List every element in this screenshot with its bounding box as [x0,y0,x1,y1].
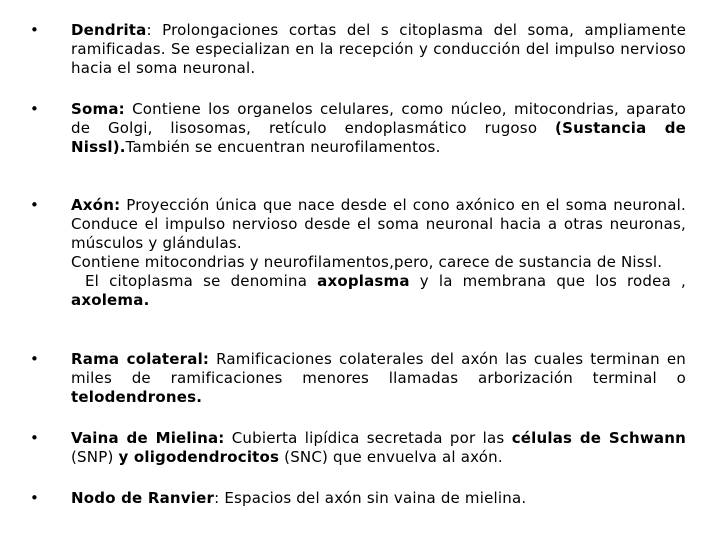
text-axon-3a: El citoplasma se denomina [85,272,318,290]
text-soma-1: Contiene los organelos celulares, como núcleo, mitocondrias, aparato de Golgi, lisosomas, retículo endoplasmático rugoso [71,100,686,137]
text-vaina-1: Cubierta lipídica secretada por las [224,429,512,447]
paragraph-soma [71,100,686,157]
text-vaina-3: (SNC) que envuelva al axón. [279,448,503,466]
term-nodo-ranvier: Nodo de Ranvier [71,489,215,507]
term-rama-colateral: Rama colateral: [71,350,210,368]
bullet-item-rama-colateral [30,350,686,407]
text-nodo-ranvier: : Espacios del axón sin vaina de mielina. [214,489,527,507]
paragraph-vaina-mielina [71,429,686,467]
text-axon-1: Proyección única que nace desde el cono axónico en el soma neuronal. Conduce el impulso nervioso desde el soma neuronal hacia a otras neuronas, músculos y glándulas. [71,196,686,252]
term-axon: Axón: [71,196,121,214]
bullet-item-dendrita [30,21,686,78]
paragraph-axon [71,196,686,310]
bullet-item-soma [30,100,686,157]
term-vaina-mielina: Vaina de Mielina: [71,429,225,447]
bullet-item-vaina-mielina [30,429,686,467]
bold-sustancia-nissl: (Sustancia de Nissl). [71,119,687,156]
text-vaina-2: (SNP) [71,448,119,466]
bold-axoplasma: axoplasma [317,272,410,290]
bold-celulas-schwann: células de Schwann [511,429,686,447]
text-dendrita: : Prolongaciones cortas del s citoplasma del soma, ampliamente ramificadas. Se especializan en la recepción y conducción del impulso nervioso hacia el soma neuronal. [71,21,686,77]
bullet-dot-icon: • [30,350,39,368]
bullet-dot-icon: • [30,100,39,118]
text-soma-2: También se encuentran neurofilamentos. [125,138,441,156]
term-dendrita: Dendrita [71,21,147,39]
bullet-item-nodo-ranvier [30,489,686,508]
bold-axolema: axolema. [71,291,150,309]
text-axon-2: Contiene mitocondrias y neurofilamentos,pero, carece de sustancia de Nissl. [71,253,663,271]
text-rama-colateral: Ramificaciones colaterales del axón las cuales terminan en miles de ramificaciones menores llamadas arborización terminal o [71,350,686,387]
bold-oligodendrocitos: y oligodendrocitos [118,448,280,466]
bold-telodendrones: telodendrones. [71,388,203,406]
bullet-dot-icon: • [30,196,39,214]
paragraph-nodo-ranvier [71,489,686,508]
text-axon-3b: y la membrana que los rodea , [409,272,686,290]
bullet-dot-icon: • [30,489,39,507]
bullet-dot-icon: • [30,429,39,447]
term-soma: Soma: [71,100,125,118]
paragraph-rama-colateral [71,350,686,407]
bullet-dot-icon: • [30,21,39,39]
bullet-item-axon [30,196,686,310]
paragraph-dendrita [71,21,686,78]
